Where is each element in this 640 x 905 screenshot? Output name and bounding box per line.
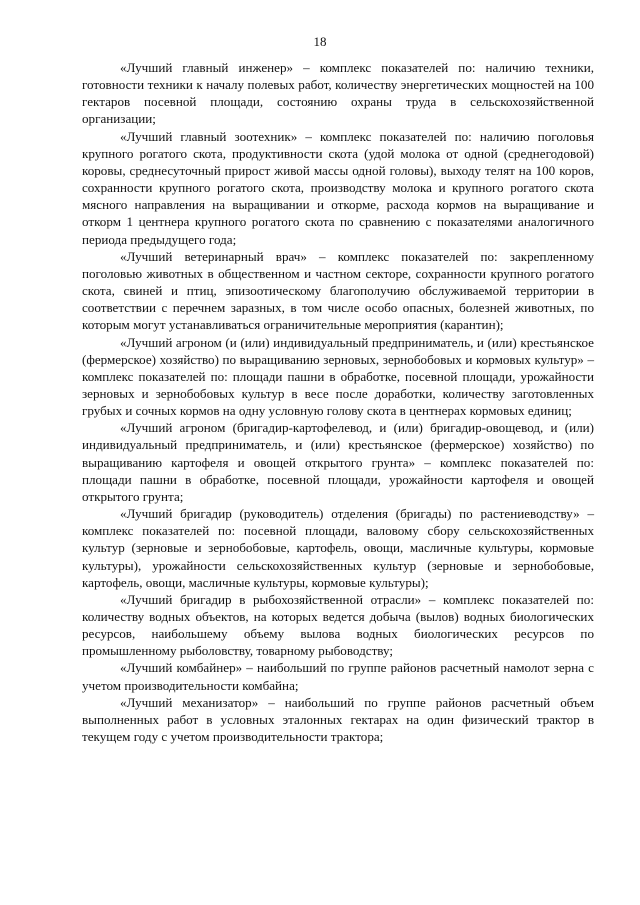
paragraph-veterinarian: «Лучший ветеринарный врач» – комплекс показателей по: закрепленному поголовью животных в общественном и частном секторе, сохранности крупного рогатого скота, свиней и птиц, эпизоотическому благополучию обслуживаемой территории в соответствии с перечнем заразных, в том числе особо опасных, болезней животных, по которым могут устанавливаться ограничительные мероприятия (карантин); [82,248,594,333]
paragraph-crop-brigadier: «Лучший бригадир (руководитель) отделения (бригады) по растениеводству» – комплекс показателей по: посевной площади, валовому сбору сельскохозяйственных культур (зерновые и зернобобовые, картофель, овощи, масличные культуры, кормовые культуры), урожайности сельскохозяйственных культур (зерновые и зернобобовые, картофель, овощи, масличные культуры, кормовые культуры); [82,506,594,590]
paragraph-fishery-brigadier: «Лучший бригадир в рыбохозяйственной отрасли» – комплекс показателей по: количеству водных объектов, на которых ведется добыча (вылов) водных биологических ресурсов, наибольшему объему вылова водных биологических ресурсов по промышленному рыболовству, товарному рыбоводству; [82,591,594,659]
page-number: 18 [313,34,327,49]
paragraph-chief-engineer: «Лучший главный инженер» – комплекс показателей по: наличию техники, готовности техники к началу полевых работ, количеству энергетических мощностей на 100 гектаров посевной площади, состоянию охраны труда в сельскохозяйственной организации; [82,60,594,127]
paragraph-agronomist-potato-vegetables: «Лучший агроном (бригадир-картофелевод, и (или) бригадир-овощевод, и (или) индивидуальный предприниматель, и (или) крестьянское (фермерское) хозяйство) по выращиванию картофеля и овощей открытого грунта» – комплекс показателей по: площади пашни в обработке, посевной площади, урожайности картофеля и овощей открытого грунта; [82,420,594,504]
paragraph-chief-zootechnician: «Лучший главный зоотехник» – комплекс показателей по: наличию поголовья крупного рогатого скота, продуктивности скота (удой молока от одной (среднегодовой) коровы, среднесуточный прирост живой массы одной головы), выходу телят на 100 коров, сохранности крупного рогатого скота, производству молока и крупного рогатого скота мясного направления на выращивании и откорме, расхода кормов на выращивание и откорм 1 центнера крупного рогатого скота по сравнению с показателями аналогичного периода предыдущего года; [82,128,594,247]
document-body [82,59,594,745]
paragraph-combine-operator: «Лучший комбайнер» – наибольший по группе районов расчетный намолот зерна с учетом производительности комбайна; [82,660,594,693]
paragraph-agronomist-grain: «Лучший агроном (и (или) индивидуальный предприниматель, и (или) крестьянское (фермерское) хозяйство) по выращиванию зерновых, зернобобовых и кормовых культур» – комплекс показателей по: площади пашни в обработке, посевной площади, урожайности зерновых и зернобобовых культур в весе после доработки, количеству заготовленных грубых и сочных кормов на одну условную голову скота в центнерах кормовых единиц; [82,334,594,419]
paragraph-machine-operator: «Лучший механизатор» – наибольший по группе районов расчетный объем выполненных работ в условных эталонных гектарах на один физический трактор в текущем году с учетом производительности трактора; [82,694,594,745]
